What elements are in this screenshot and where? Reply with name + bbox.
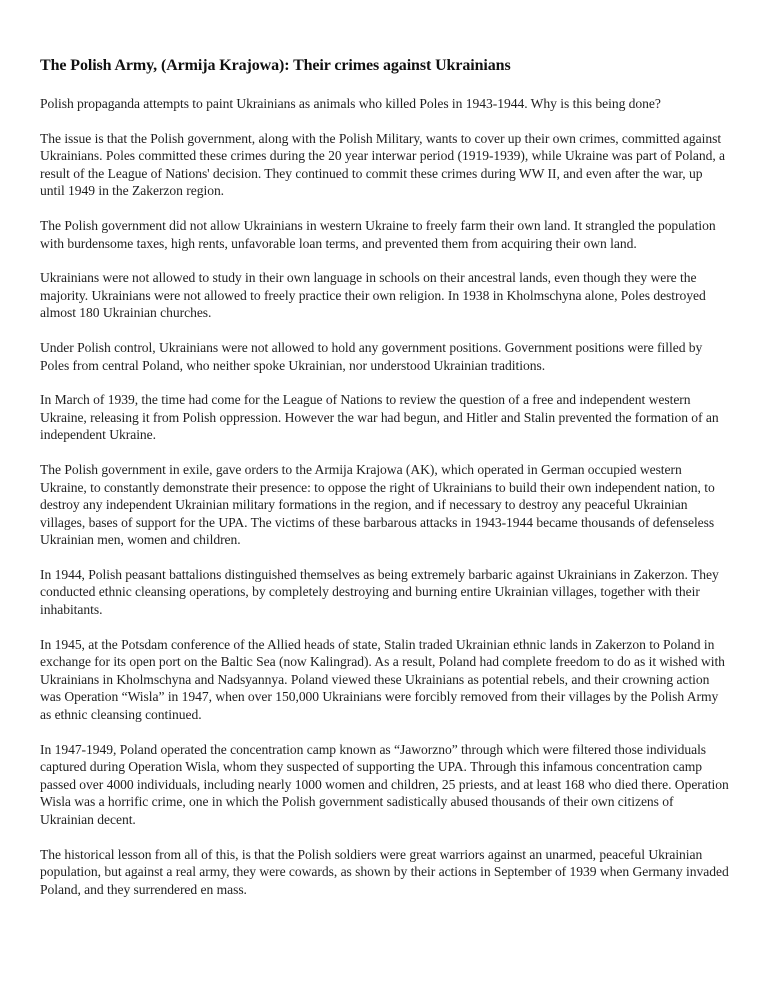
paragraph-1: Polish propaganda attempts to paint Ukrainians as animals who killed Poles in 1943-1944. Why is this being done? [40, 96, 661, 111]
paragraph-9: In 1945, at the Potsdam conference of the Allied heads of state, Stalin traded Ukrainian ethnic lands in Zakerzon to Poland in exchange for its open port on the Baltic Sea (now Kalingrad). As a result, Poland had complete freedom to do as it wished with Ukrainians in Kholmschyna and Nadsyannya. Poland viewed these Ukrainians as potential rebels, and their crowning action was Operation “Wisla” in 1947, when over 150,000 Ukrainians were forcibly removed from their villages by the Polish Army as ethnic cleansing continued. [40, 636, 725, 723]
paragraph-6: In March of 1939, the time had come for the League of Nations to review the question of a free and independent western Ukraine, releasing it from Polish oppression. However the war had begun, and Hitler and Stalin prevented the formation of an independent Ukraine. [40, 392, 719, 443]
paragraph-7: The Polish government in exile, gave orders to the Armija Krajowa (AK), which operated in German occupied western Ukraine, to constantly demonstrate their presence: to oppose the right of Ukrainians to build their own independent nation, to destroy any independent Ukrainian military formations in the region, and if necessary to destroy any peaceful Ukrainian villages, bases of support for the UPA. The victims of these barbarous attacks in 1943-1944 became thousands of defenseless Ukrainian men, women and children. [40, 461, 715, 548]
paragraph-8: In 1944, Polish peasant battalions distinguished themselves as being extremely barbaric against Ukrainians in Zakerzon. They conducted ethnic cleansing operations, by completely destroying and burning entire Ukrainian villages, together with their inhabitants. [40, 566, 719, 618]
document-title: The Polish Army, (Armija Krajowa): Their crimes against Ukrainians [40, 57, 511, 74]
paragraph-11: The historical lesson from all of this, is that the Polish soldiers were great warriors against an unarmed, peaceful Ukrainian population, but against a real army, they were cowards, as shown by their actions in September of 1939 when Germany invaded Poland, and they surrendered en mass. [40, 846, 729, 897]
paragraph-10: In 1947-1949, Poland operated the concentration camp known as “Jaworzno” through which were filtered those individuals captured during Operation Wisla, whom they suspected of supporting the UPA. Through this infamous concentration camp passed over 4000 individuals, including nearly 1000 women and children, 25 priests, and at least 168 who died there. Operation Wisla was a horrific crime, one in which the Polish government sadistically abused thousands of their own citizens of Ukrainian decent. [40, 741, 729, 827]
paragraph-2: The issue is that the Polish government, along with the Polish Military, wants to cover up their own crimes, committed against Ukrainians. Poles committed these crimes during the 20 year interwar period (1919-1939), while Ukraine was part of Poland, a result of the League of Nations' decision. They continued to commit these crimes during WW II, and even after the war, up until 1949 in the Zakerzon region. [40, 130, 726, 199]
paragraph-5: Under Polish control, Ukrainians were not allowed to hold any government positions. Government positions were filled by Poles from central Poland, who neither spoke Ukrainian, nor understood Ukrainian traditions. [40, 339, 703, 373]
paragraph-4: Ukrainians were not allowed to study in their own language in schools on their ancestral lands, even though they were the majority. Ukrainians were not allowed to freely practice their own religion. In 1938 in Kholmschyna alone, Poles destroyed almost 180 Ukrainian churches. [40, 270, 706, 321]
document-page [40, 56, 730, 915]
paragraph-3: The Polish government did not allow Ukrainians in western Ukraine to freely farm their own land. It strangled the population with burdensome taxes, high rents, unfavorable loan terms, and prevented them from acquiring their own land. [40, 217, 716, 251]
